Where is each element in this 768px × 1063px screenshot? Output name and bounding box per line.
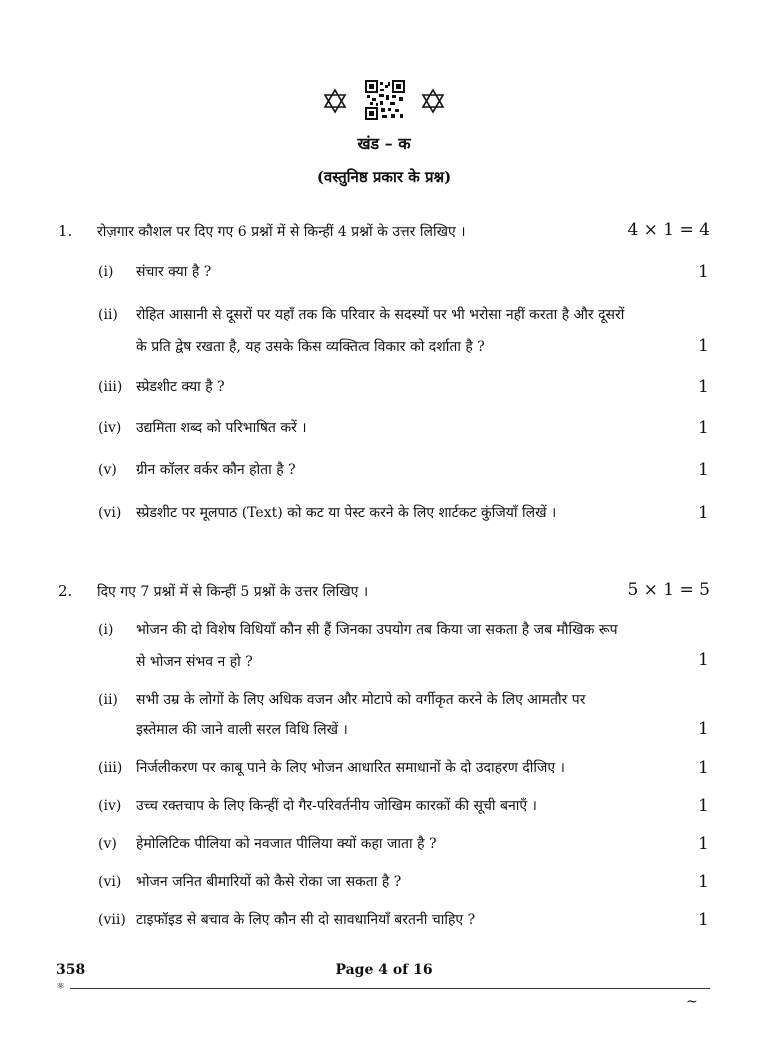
part-mark: 1: [698, 377, 709, 397]
section-subtitle: (वस्तुनिष्ठ प्रकार के प्रश्न): [316, 168, 452, 186]
part-mark: 1: [698, 262, 709, 282]
part-number: (v): [98, 462, 117, 478]
part-text: स्प्रेडशीट पर मूलपाठ (Text) को कट या पेस्ट करने के लिए शार्टकट कुंजियाँ लिखें ।: [136, 505, 557, 521]
part-number: (i): [98, 264, 114, 280]
footer-tilde: ~: [686, 994, 698, 1010]
part-text: निर्जलीकरण पर काबू पाने के लिए भोजन आधारित समाधानों के दो उदाहरण दीजिए ।: [136, 760, 565, 776]
part-text: हेमोलिटिक पीलिया को नवजात पीलिया क्यों कहा जाता है ?: [136, 836, 437, 852]
question-text: दिए गए 7 प्रश्नों में से किन्हीं 5 प्रश्नों के उत्तर लिखिए ।: [97, 584, 369, 600]
part-mark: 1: [698, 650, 709, 670]
part-text: सभी उम्र के लोगों के लिए अधिक वजन और मोटापे को वर्गीकृत करने के लिए आमतौर पर: [136, 692, 586, 708]
star-of-david-icon: [322, 88, 348, 114]
part-number: (ii): [98, 692, 118, 708]
footer-divider: [70, 988, 710, 989]
part-mark: 1: [698, 503, 709, 523]
qr-code-icon: [365, 80, 405, 120]
header-icons: [0, 80, 768, 120]
part-number: (vii): [98, 912, 126, 928]
part-mark: 1: [698, 758, 709, 778]
question-text: रोज़गार कौशल पर दिए गए 6 प्रश्नों में से किन्हीं 4 प्रश्नों के उत्तर लिखिए ।: [97, 224, 466, 240]
question-number: 1.: [58, 222, 73, 240]
part-number: (iii): [98, 379, 123, 395]
part-number: (v): [98, 836, 117, 852]
part-number: (vi): [98, 874, 122, 890]
question-marks: 5 × 1 = 5: [627, 580, 710, 600]
part-text: टाइफॉइड से बचाव के लिए कौन सी दो सावधानियाँ बरतनी चाहिए ?: [136, 912, 476, 928]
part-text: से भोजन संभव न हो ?: [136, 654, 253, 670]
part-text: रोहित आसानी से दूसरों पर यहाँ तक कि परिवार के सदस्यों पर भी भरोसा नहीं करता है और दूसरों: [136, 307, 625, 323]
part-text: के प्रति द्वेष रखता है, यह उसके किस व्यक्तित्व विकार को दर्शाता है ?: [136, 339, 485, 355]
part-mark: 1: [698, 796, 709, 816]
part-number: (iv): [98, 798, 122, 814]
part-mark: 1: [698, 418, 709, 438]
part-mark: 1: [698, 460, 709, 480]
part-text: स्प्रेडशीट क्या है ?: [136, 379, 225, 395]
part-mark: 1: [698, 872, 709, 892]
part-mark: 1: [698, 719, 709, 739]
part-mark: 1: [698, 834, 709, 854]
paper-code: 358: [56, 962, 86, 978]
part-number: (iv): [98, 420, 122, 436]
section-title: खंड – क: [357, 134, 411, 153]
part-mark: 1: [698, 910, 709, 930]
part-text: ग्रीन कॉलर वर्कर कौन होता है ?: [136, 462, 296, 478]
part-number: (ii): [98, 307, 118, 323]
part-text: उद्यमिता शब्द को परिभाषित करें ।: [136, 420, 307, 436]
part-number: (iii): [98, 760, 123, 776]
page-number: Page 4 of 16: [335, 962, 433, 978]
star-of-david-icon: [420, 88, 446, 114]
part-number: (i): [98, 622, 114, 638]
part-text: उच्च रक्तचाप के लिए किन्हीं दो गैर-परिवर्तनीय जोखिम कारकों की सूची बनाएँ ।: [136, 798, 537, 814]
part-text: भोजन जनित बीमारियों को कैसे रोका जा सकता है ?: [136, 874, 402, 890]
part-mark: 1: [698, 336, 709, 356]
part-text: इस्तेमाल की जाने वाली सरल विधि लिखें ।: [136, 722, 348, 738]
footer-mark-icon: ⚛: [56, 981, 65, 992]
part-text: संचार क्या है ?: [136, 264, 212, 280]
part-number: (vi): [98, 505, 122, 521]
part-text: भोजन की दो विशेष विधियाँ कौन सी हैं जिनका उपयोग तब किया जा सकता है जब मौखिक रूप: [136, 622, 618, 638]
question-number: 2.: [58, 582, 73, 600]
question-marks: 4 × 1 = 4: [627, 220, 710, 240]
